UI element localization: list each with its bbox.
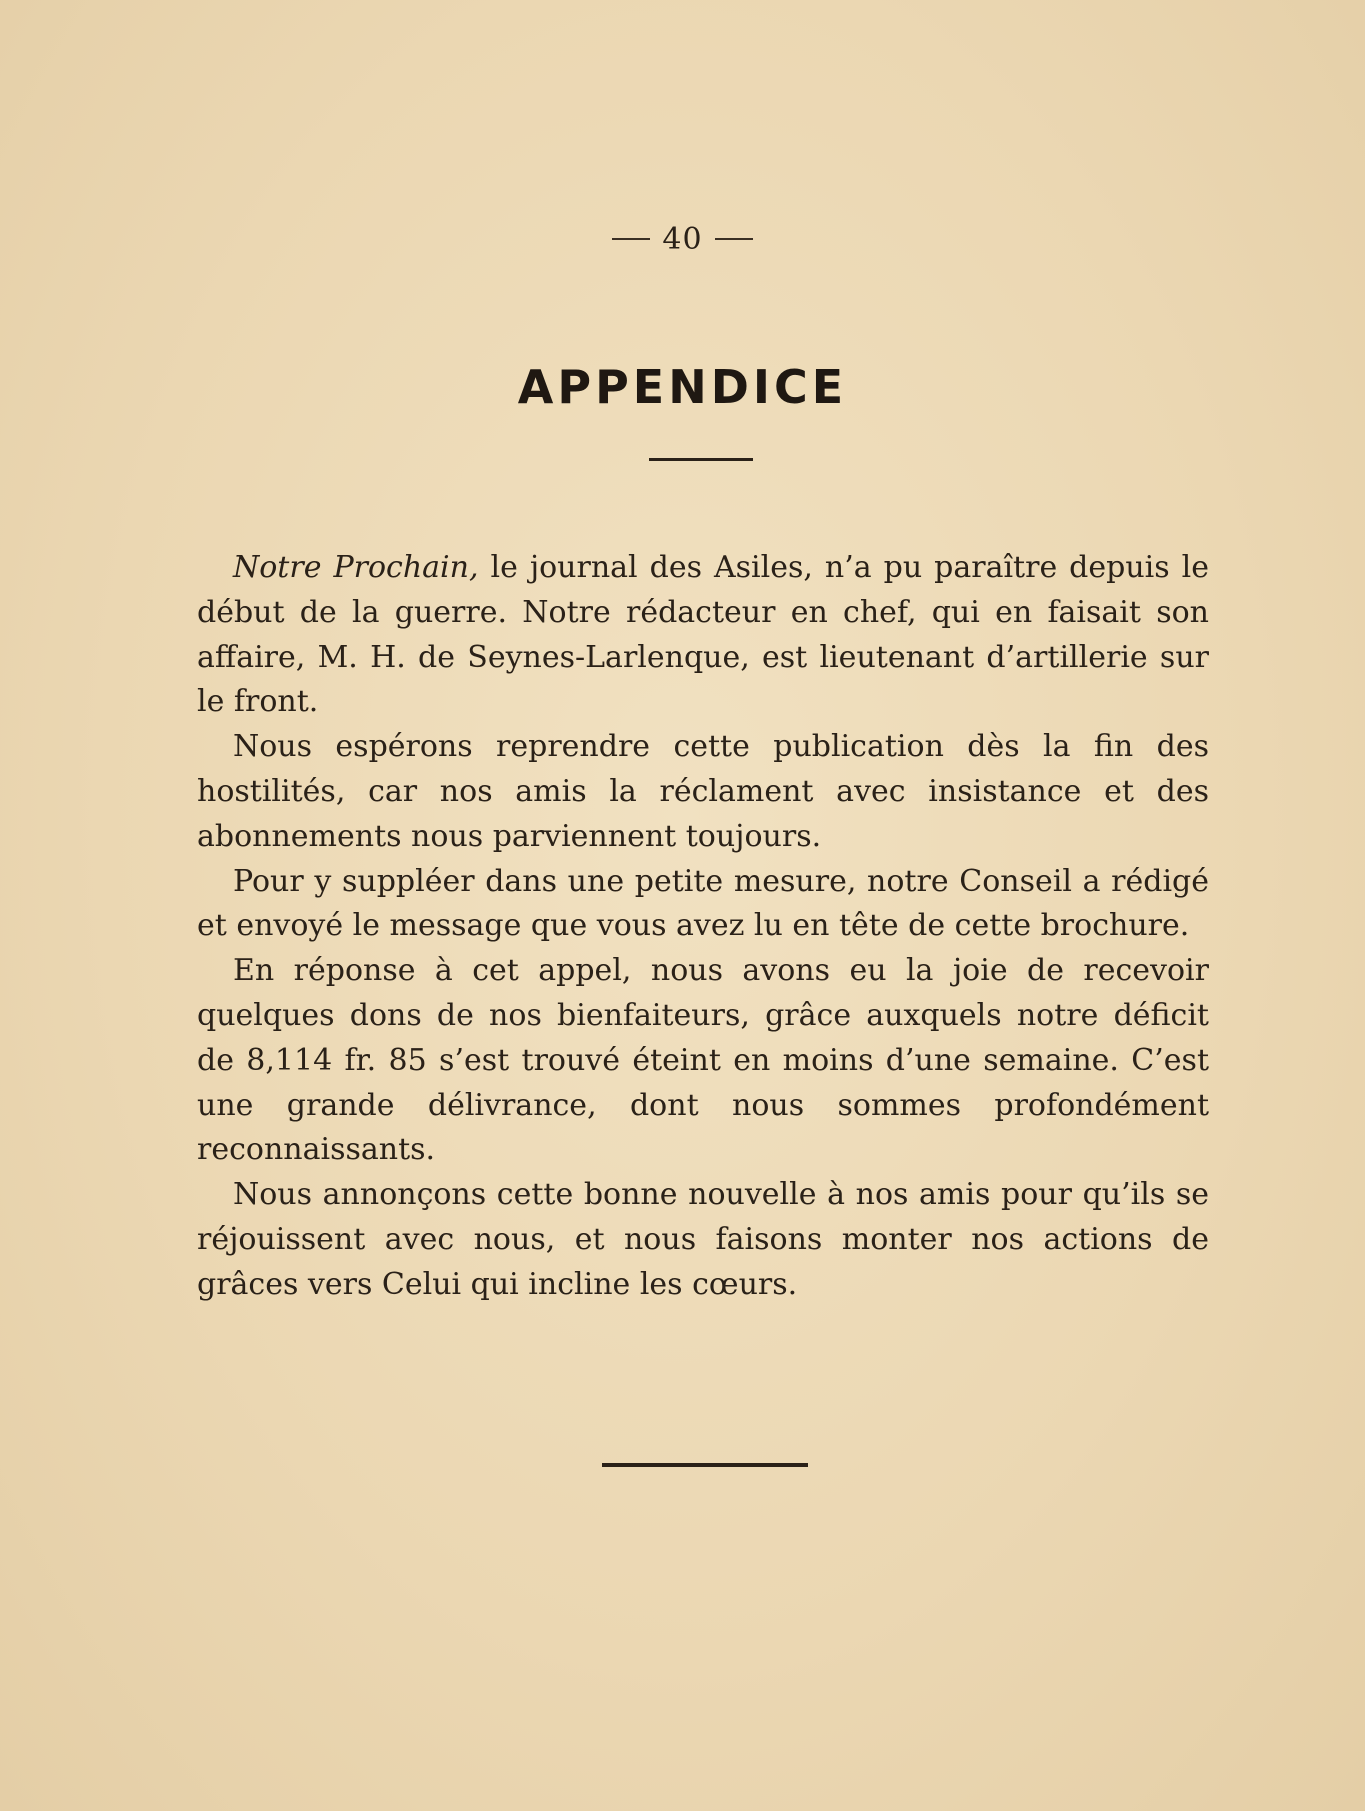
paragraph-2: Nous espérons reprendre cette publication dès la fin des hostilités, car nos amis la réclament avec insistance et des abonnements nous parviennent toujours. (197, 729, 1209, 854)
page-number-value: 40 (662, 222, 703, 257)
journal-name: Notre Prochain, (233, 550, 479, 585)
body-text (197, 546, 1209, 1308)
paragraph-1 (197, 546, 1209, 725)
page-number-left-ornament (612, 238, 650, 240)
page-number (0, 222, 1365, 257)
paragraph-1-text: le journal des Asiles, n’a pu paraître depuis le début de la guerre. Notre rédacteur en chef, qui en faisait son affaire, M. H. de Seynes-Larlenque, est lieutenant d’artillerie sur le front. (197, 550, 1209, 720)
page-title: APPENDICE (517, 360, 848, 414)
page-number-right-ornament (715, 238, 753, 240)
end-divider (602, 1463, 808, 1467)
paragraph-5: Nous annonçons cette bonne nouvelle à nos amis pour qu’ils se réjouissent avec nous, et nous faisons monter nos actions de grâces vers Celui qui incline les cœurs. (197, 1177, 1209, 1302)
paragraph-4: En réponse à cet appel, nous avons eu la joie de recevoir quelques dons de nos bienfaiteurs, grâce auxquels notre déficit de 8,114 fr. 85 s’est trouvé éteint en moins d’une semaine. C’est une grande délivrance, dont nous sommes profondément reconnaissants. (197, 953, 1209, 1168)
title-divider (649, 458, 753, 461)
paragraph-3: Pour y suppléer dans une petite mesure, notre Conseil a rédigé et envoyé le message que vous avez lu en tête de cette brochure. (197, 863, 1209, 944)
